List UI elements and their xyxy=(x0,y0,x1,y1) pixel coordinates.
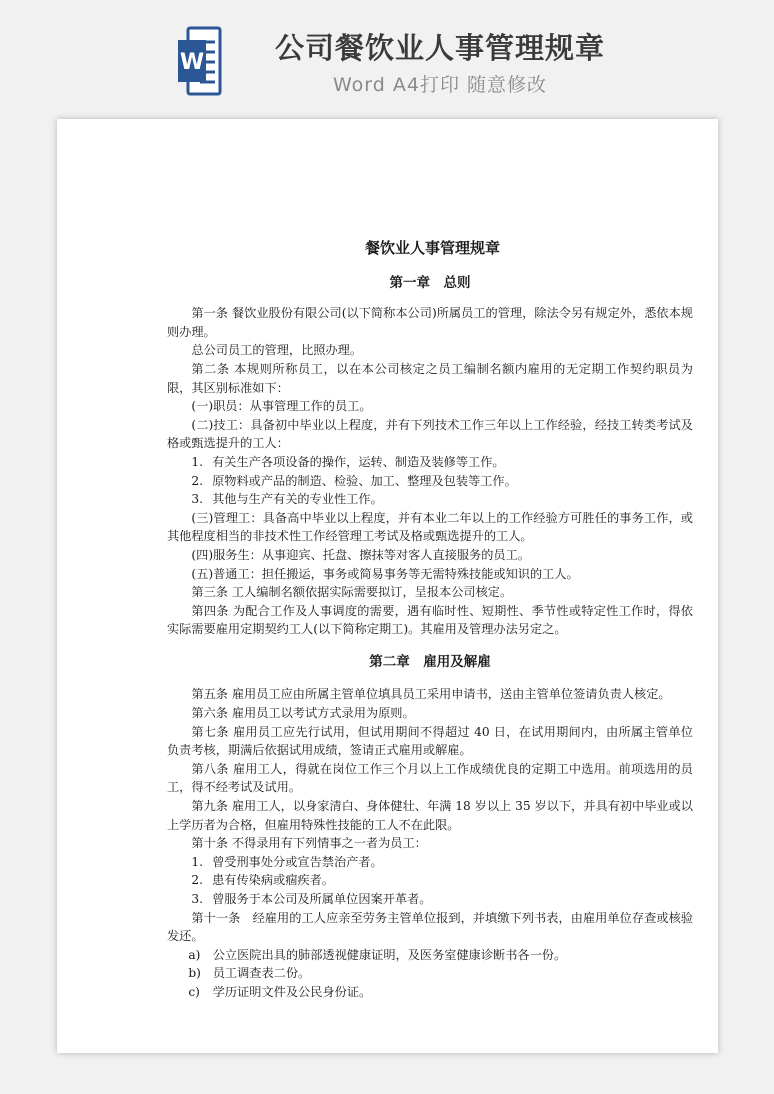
document-title: 餐饮业人事管理规章 xyxy=(364,239,500,257)
list-item-text: 患有传染病或痼疾者。 xyxy=(212,873,334,888)
list-item-text: 公立医院出具的肺部透视健康证明，及医务室健康诊断书各一份。 xyxy=(212,947,567,962)
paragraph: (四)服务生：从事迎宾、托盘、擦抹等对客人直接服务的员工。 xyxy=(191,547,530,562)
paragraph: (三)管理工：具备高中毕业以上程度，并有本业二年以上的工作经验方可胜任的事务工作，或其他程度相当的非技术性工作经管理工考试及格或甄选提升的工人。 xyxy=(167,510,693,544)
paragraph: 第三条 工人编制名额依据实际需要拟订，呈报本公司核定。 xyxy=(191,585,513,600)
paragraph: 第七条 雇用员工应先行试用，但试用期间不得超过 40 日，在试用期间内，由所属主管单位负责考核，期满后依据试用成绩，签请正式雇用或解雇。 xyxy=(167,724,693,758)
document-page xyxy=(57,119,718,1053)
paragraph: 总公司员工的管理，比照办理。 xyxy=(191,343,363,358)
list-item xyxy=(167,472,693,491)
list-item xyxy=(167,453,693,472)
list-item-number: c) xyxy=(188,984,200,999)
list-item-text: 有关生产各项设备的操作，运转、制造及装修等工作。 xyxy=(212,454,505,469)
page-header xyxy=(0,0,774,110)
paragraph: 第一条 餐饮业股份有限公司(以下简称本公司)所属员工的管理，除法令另有规定外，悉依本规则办理。 xyxy=(167,306,693,339)
list-item-number: 1. xyxy=(191,854,204,869)
chapter-1-body xyxy=(167,304,693,639)
list-item-number: 1. xyxy=(191,454,204,469)
list-item xyxy=(167,964,693,983)
paragraph: 第六条 雇用员工以考试方式录用为原则。 xyxy=(191,706,415,721)
paragraph: 第二条 本规则所称员工，以在本公司核定之员工编制名额内雇用的无定期工作契约职员为限，其区别标准如下： xyxy=(167,361,693,395)
list-item xyxy=(167,983,693,1002)
paragraph: 第五条 雇用员工应由所属主管单位填具员工采用申请书，送由主管单位签请负责人核定。 xyxy=(191,687,671,702)
list-item-text: 曾受刑事处分或宣告禁治产者。 xyxy=(212,854,383,869)
header-title: 公司餐饮业人事管理规章 xyxy=(274,31,605,65)
document-content xyxy=(167,239,693,1002)
list-item-text: 学历证明文件及公民身份证。 xyxy=(212,984,372,999)
paragraph: 第十条 不得录用有下列情事之一者为员工： xyxy=(191,836,427,851)
paragraph: 第十一条 经雇用的工人应亲至劳务主管单位报到，并填缴下列书表，由雇用单位存查或核验发还。 xyxy=(167,910,693,944)
paragraph: (二)技工：具备初中毕业以上程度，并有下列技术工作三年以上工作经验，经技工转类考试及格或甄选提升的工人： xyxy=(167,417,693,451)
paragraph: 第九条 雇用工人，以身家清白、身体健壮、年满 18 岁以上 35 岁以下，并具有初中毕业或以上学历者为合格，但雇用特殊性技能的工人不在此限。 xyxy=(167,799,693,832)
paragraph: (五)普通工：担任搬运，事务或简易事务等无需特殊技能或知识的工人。 xyxy=(191,566,579,581)
paragraph: 第四条 为配合工作及人事调度的需要，遇有临时性、短期性、季节性或特定性工作时，得依实际需要雇用定期契约工人(以下简称定期工)。其雇用及管理办法另定之。 xyxy=(167,603,693,637)
paragraph: 第八条 雇用工人，得就在岗位工作三个月以上工作成绩优良的定期工中选用。前项选用的员工，得不经考试及试用。 xyxy=(167,761,693,795)
list-item-number: 2. xyxy=(191,873,204,888)
list-item-number: 3. xyxy=(191,492,204,507)
list-item-text: 曾服务于本公司及所属单位因案开革者。 xyxy=(212,892,432,906)
list-item xyxy=(167,853,693,872)
chapter-2-title: 第二章 雇用及解雇 xyxy=(369,653,491,670)
list-item-text: 原物料或产品的制造、检验、加工、整理及包装等工作。 xyxy=(212,473,517,488)
svg-text:W: W xyxy=(179,50,205,75)
header-subtitle: Word A4打印 随意修改 xyxy=(332,74,547,96)
list-item xyxy=(167,871,693,890)
list-item xyxy=(167,890,693,909)
list-item-number: 3. xyxy=(191,892,204,906)
list-item-number: a) xyxy=(188,947,201,962)
word-icon xyxy=(178,26,222,96)
list-item xyxy=(167,490,693,509)
chapter-1-title: 第一章 总则 xyxy=(389,274,471,291)
chapter-2-body xyxy=(167,685,693,1001)
list-item-text: 员工调查表二份。 xyxy=(212,966,311,981)
list-item-text: 其他与生产有关的专业性工作。 xyxy=(212,492,383,507)
paragraph: (一)职员：从事管理工作的员工。 xyxy=(191,399,372,414)
list-item-number: b) xyxy=(188,966,201,981)
list-item xyxy=(167,946,693,965)
list-item-number: 2. xyxy=(191,473,204,488)
